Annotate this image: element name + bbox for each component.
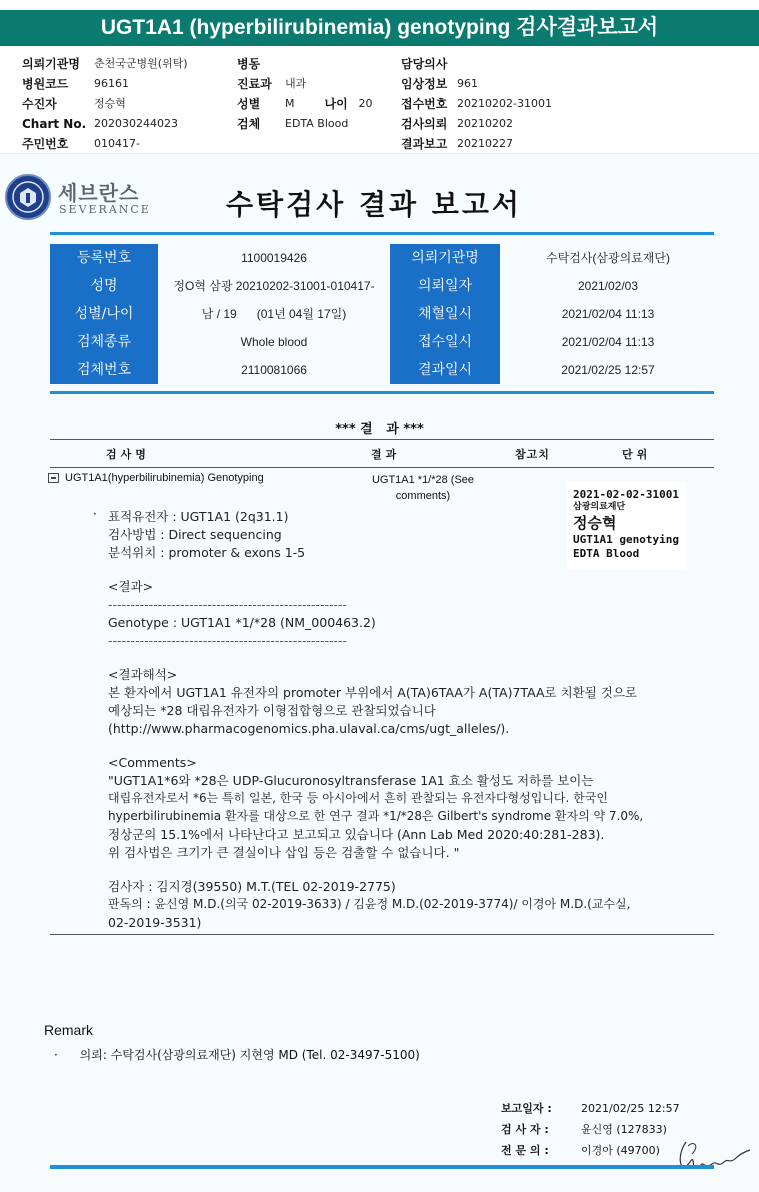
- hospital-logo-english: SEVERANCE: [59, 203, 151, 216]
- interpretation-line: 본 환자에서 UGT1A1 유전자의 promoter 부위에서 A(TA)6TAA가 A(TA)7TAA로 치환될 것으로: [108, 685, 637, 700]
- header-label: 담당의사: [401, 57, 448, 71]
- info-value: 2021/02/04 11:13: [561, 307, 655, 321]
- comments-line: 정상군의 15.1%에서 나타난다고 보고되고 있습니다 (Ann Lab Med 2020:40:281-283).: [108, 827, 605, 842]
- tester-info: 검사자 : 김지경(39550) M.T.(TEL 02-2019-2775): [108, 879, 396, 894]
- info-value: 수탁검사(삼광의료재단): [546, 251, 670, 265]
- header-field: [401, 74, 552, 94]
- info-value: 2021/02/03: [577, 279, 639, 293]
- remark-bullet: ·: [54, 1048, 58, 1062]
- divider: [50, 1165, 714, 1169]
- header-field: [22, 134, 188, 154]
- header-field: [22, 54, 188, 74]
- column-header-unit: 단위: [622, 448, 652, 461]
- signoff-value: 윤신영 (127833): [581, 1123, 667, 1136]
- comments-line: hyperbilirubinemia 환자를 대상으로 한 연구 결과 *1/*28은 Gilbert's syndrome 환자의 약 7.0%,: [108, 809, 644, 823]
- divider: [50, 934, 714, 935]
- result-section-label: <결과>: [108, 579, 154, 594]
- dashed-rule: -----------------------------------------------------: [108, 597, 348, 612]
- header-label: 의뢰기관명: [22, 57, 80, 71]
- header-label: 수진자: [22, 97, 57, 111]
- handwritten-signature: [672, 1132, 752, 1182]
- header-value: 96161: [94, 77, 129, 90]
- header-value: 20210227: [457, 137, 513, 150]
- info-label: 성별/나이: [50, 300, 158, 328]
- info-label: 성명: [50, 272, 158, 300]
- header-field: [401, 114, 552, 134]
- reader-info: 02-2019-3531): [108, 915, 202, 930]
- info-row: [50, 328, 714, 356]
- dashed-rule: -----------------------------------------------------: [108, 633, 348, 648]
- divider: [50, 439, 714, 440]
- analysis-region: 분석위치 : promoter & exons 1-5: [108, 545, 306, 560]
- header-field: [237, 74, 373, 94]
- stamp-line: EDTA Blood: [573, 547, 640, 560]
- header-label: 임상정보: [401, 77, 448, 91]
- header-field: [401, 54, 552, 74]
- signoff-label: 검 사 자 :: [501, 1123, 549, 1136]
- info-row: [50, 356, 714, 384]
- target-gene: 표적유전자 : UGT1A1 (2q31.1): [108, 509, 289, 524]
- header-value: 202030244023: [94, 117, 178, 130]
- info-label: 채혈일시: [390, 300, 500, 328]
- header-value: 20: [358, 97, 373, 110]
- test-result-line: comments): [395, 490, 451, 502]
- signoff-row: [501, 1121, 667, 1137]
- test-result-line: UGT1A1 *1/*28 (See: [371, 474, 475, 486]
- specimen-stamp: [567, 482, 685, 569]
- university-seal-icon: [5, 174, 51, 220]
- hospital-logo-korean: 세브란스: [58, 181, 140, 205]
- info-value: 2021/02/04 11:13: [561, 335, 655, 349]
- remark-item: [54, 1046, 420, 1063]
- comments-line: 위 검사법은 크기가 큰 결실이나 삽입 등은 검출할 수 없습니다. ": [108, 845, 460, 860]
- interpretation-line: 예상되는 *28 대립유전자가 이형접합형으로 관찰되었습니다: [108, 703, 436, 718]
- comments-label: <Comments>: [108, 755, 197, 770]
- comments-line: "UGT1A1*6와 *28은 UDP-Glucuronosyltransferase 1A1 효소 활성도 저하를 보이는: [108, 773, 594, 788]
- interpretation-label: <결과해석>: [108, 667, 178, 682]
- info-label: 의뢰기관명: [390, 244, 500, 272]
- test-name: [48, 472, 264, 484]
- column-header-reference: 참고치: [515, 448, 550, 461]
- genotype: Genotype : UGT1A1 *1/*28 (NM_000463.2): [108, 615, 376, 630]
- results-heading: *** 결 과 ***: [335, 422, 424, 437]
- info-value: 남 / 19 (01년 04월 17일): [201, 307, 347, 321]
- header-field: [237, 54, 373, 74]
- info-row: [50, 244, 714, 272]
- header-field: [22, 114, 188, 134]
- info-value: 2110081066: [241, 363, 307, 377]
- remark-title: Remark: [44, 1022, 94, 1038]
- scanned-report: [0, 153, 759, 1192]
- header-value: 정승혁: [94, 97, 126, 110]
- header-field: [22, 94, 188, 114]
- column-header-result: 결과: [371, 448, 401, 461]
- stamp-line: 2021-02-02-31001: [573, 488, 679, 501]
- signoff-value: 이경아 (49700): [581, 1144, 660, 1157]
- header-value: 20210202: [457, 117, 513, 130]
- interpretation-line: (http://www.pharmacogenomics.pha.ulaval.ca/cms/ugt_alleles/).: [108, 721, 510, 736]
- reader-info: 판독의 : 윤신영 M.D.(의국 02-2019-3633) / 김윤정 M.D.(02-2019-3774)/ 이경아 M.D.(교수실,: [108, 897, 631, 911]
- report-heading: 수탁검사 결과 보고서: [226, 188, 522, 221]
- collapse-box-icon: [48, 473, 59, 483]
- signoff-row: [501, 1100, 680, 1116]
- info-row: [50, 272, 714, 300]
- remark-text: 의뢰: 수탁검사(삼광의료재단) 지현영 MD (Tel. 02-3497-5100): [79, 1048, 420, 1062]
- info-value: 1100019426: [241, 251, 307, 265]
- info-label: 의뢰일자: [390, 272, 500, 300]
- header-label: 주민번호: [22, 137, 69, 151]
- header-value: EDTA Blood: [285, 117, 349, 130]
- info-label: 등록번호: [50, 244, 158, 272]
- info-value: 2021/02/25 12:57: [561, 363, 655, 377]
- test-result: [358, 472, 488, 504]
- header-column-2: [237, 54, 373, 134]
- signoff-label: 전 문 의 :: [501, 1144, 549, 1157]
- header-column-1: [22, 54, 188, 154]
- header-value: 춘천국군병원(위탁): [94, 57, 188, 70]
- header-label: 나이: [324, 97, 348, 111]
- header-value: 961: [457, 77, 478, 90]
- info-label: 결과일시: [390, 356, 500, 384]
- divider: [50, 467, 714, 468]
- stamp-line: 정승혁: [573, 514, 617, 532]
- stamp-line: UGT1A1 genotying: [573, 533, 679, 546]
- header-label: 검체: [237, 117, 261, 131]
- header-label: 진료과: [237, 77, 272, 91]
- test-name-text: UGT1A1(hyperbilirubinemia) Genotyping: [65, 472, 264, 484]
- header-label: 병동: [237, 57, 261, 71]
- header-label: Chart No.: [22, 117, 87, 131]
- header-label: 접수번호: [401, 97, 448, 111]
- signoff-label: 보고일자 :: [501, 1102, 552, 1115]
- divider: [50, 232, 714, 235]
- stamp-line: 삼광의료재단: [573, 502, 626, 512]
- header-value: 20210202-31001: [457, 97, 552, 110]
- header-label: 결과보고: [401, 137, 448, 151]
- header-field: [237, 114, 373, 134]
- bullet: ·: [93, 507, 97, 521]
- header-value: 내과: [285, 77, 307, 90]
- header-label: 검사의뢰: [401, 117, 448, 131]
- comments-line: 대립유전자로서 *6는 특히 일본, 한국 등 아시아에서 흔히 관찰되는 유전자다형성입니다. 한국인: [108, 791, 608, 805]
- signoff-row: [501, 1142, 660, 1158]
- info-label: 검체종류: [50, 328, 158, 356]
- divider: [50, 391, 714, 394]
- header-field: [401, 134, 552, 154]
- header-label: 병원코드: [22, 77, 69, 91]
- signoff-value: 2021/02/25 12:57: [581, 1102, 680, 1115]
- header-value: 010417-: [94, 137, 140, 150]
- patient-info-table: [50, 244, 714, 384]
- header-value: M: [285, 97, 295, 110]
- info-label: 접수일시: [390, 328, 500, 356]
- header-field: [237, 94, 373, 114]
- report-title-bar: UGT1A1 (hyperbilirubinemia) genotyping 검사결과보고서: [0, 10, 759, 46]
- info-value: 정O혁 삼광 20210202-31001-010417-: [173, 279, 375, 293]
- info-label: 검체번호: [50, 356, 158, 384]
- header-column-3: [401, 54, 552, 154]
- info-value: Whole blood: [240, 335, 308, 349]
- header-field: [401, 94, 552, 114]
- column-header-test: 검사명: [106, 448, 150, 461]
- header-field: [22, 74, 188, 94]
- info-row: [50, 300, 714, 328]
- header-label: 성별: [237, 97, 261, 111]
- test-method: 검사방법 : Direct sequencing: [108, 527, 282, 542]
